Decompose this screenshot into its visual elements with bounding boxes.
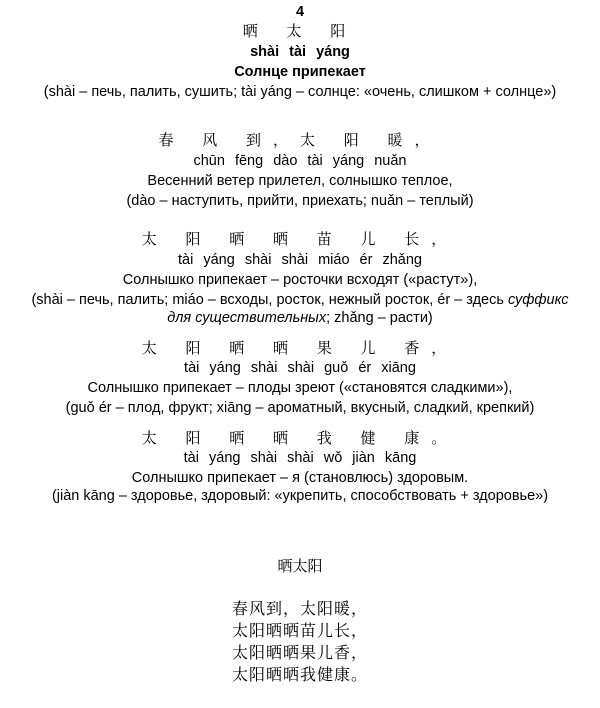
stanza-1-hanzi: 春 风 到，太 阳 暖，: [158, 131, 442, 149]
title-pinyin: shài tài yáng: [250, 44, 350, 60]
stanza-1-pinyin: chūn fēng dào tài yáng nuǎn: [193, 153, 407, 169]
stanza-4-hanzi: 太 阳 晒 晒 我 健 康。: [141, 429, 459, 447]
stanza-2-note-line-1: [0, 291, 600, 309]
stanza-2-note-italic: суффикс: [507, 292, 569, 308]
stanza-3-hanzi: 太 阳 晒 晒 果 儿 香，: [141, 339, 459, 357]
poem-line-1: 春风到，太阳暖，: [231, 599, 368, 618]
poem-title: 晒太阳: [277, 557, 323, 575]
stanza-4-translation: Солнышко припекает – я (становлюсь) здоровым.: [131, 470, 469, 486]
stanza-2-pinyin: tài yáng shài shài miáo ér zhǎng: [178, 252, 422, 268]
stanza-1-note: (dào – наступить, прийти, приехать; nuǎn – теплый): [126, 193, 474, 209]
title-translation: Солнце припекает: [234, 64, 366, 80]
stanza-2-note-italic-2: для существительных: [167, 310, 327, 326]
poem-line-2: 太阳晒晒苗儿长，: [231, 621, 368, 640]
poem-line-3: 太阳晒晒果儿香，: [231, 643, 368, 662]
stanza-2-note-line-2: [0, 309, 600, 327]
stanza-2-hanzi: 太 阳 晒 晒 苗 儿 长，: [141, 230, 459, 248]
stanza-2-translation: Солнышко припекает – росточки всходят («растут»),: [122, 272, 478, 288]
stanza-4-note: (jiàn kāng – здоровье, здоровый: «укрепить, способствовать + здоровье»): [51, 488, 549, 504]
stanza-2-note-text: (shài – печь, палить; miáo – всходы, росток, нежный росток, ér – здесь: [31, 292, 508, 308]
poem-line-4: 太阳晒晒我健康。: [231, 665, 368, 684]
stanza-2-note-tail: ; zhǎng – расти): [326, 310, 433, 326]
stanza-1-translation: Весенний ветер прилетел, солнышко теплое,: [147, 173, 453, 189]
stanza-4-pinyin: tài yáng shài shài wǒ jiàn kāng: [183, 450, 417, 466]
title-note: (shài – печь, палить, сушить; tài yáng – солнце: «очень, слишком + солнце»): [43, 84, 557, 100]
section-number: 4: [295, 4, 305, 20]
stanza-3-pinyin: tài yáng shài shài guǒ ér xiāng: [184, 360, 416, 376]
stanza-3-translation: Солнышко припекает – плоды зреют («становятся сладкими»),: [87, 380, 513, 396]
stanza-3-note: (guǒ ér – плод, фрукт; xiāng – ароматный, вкусный, сладкий, крепкий): [65, 400, 535, 416]
title-hanzi: 晒 太 阳: [242, 22, 358, 40]
